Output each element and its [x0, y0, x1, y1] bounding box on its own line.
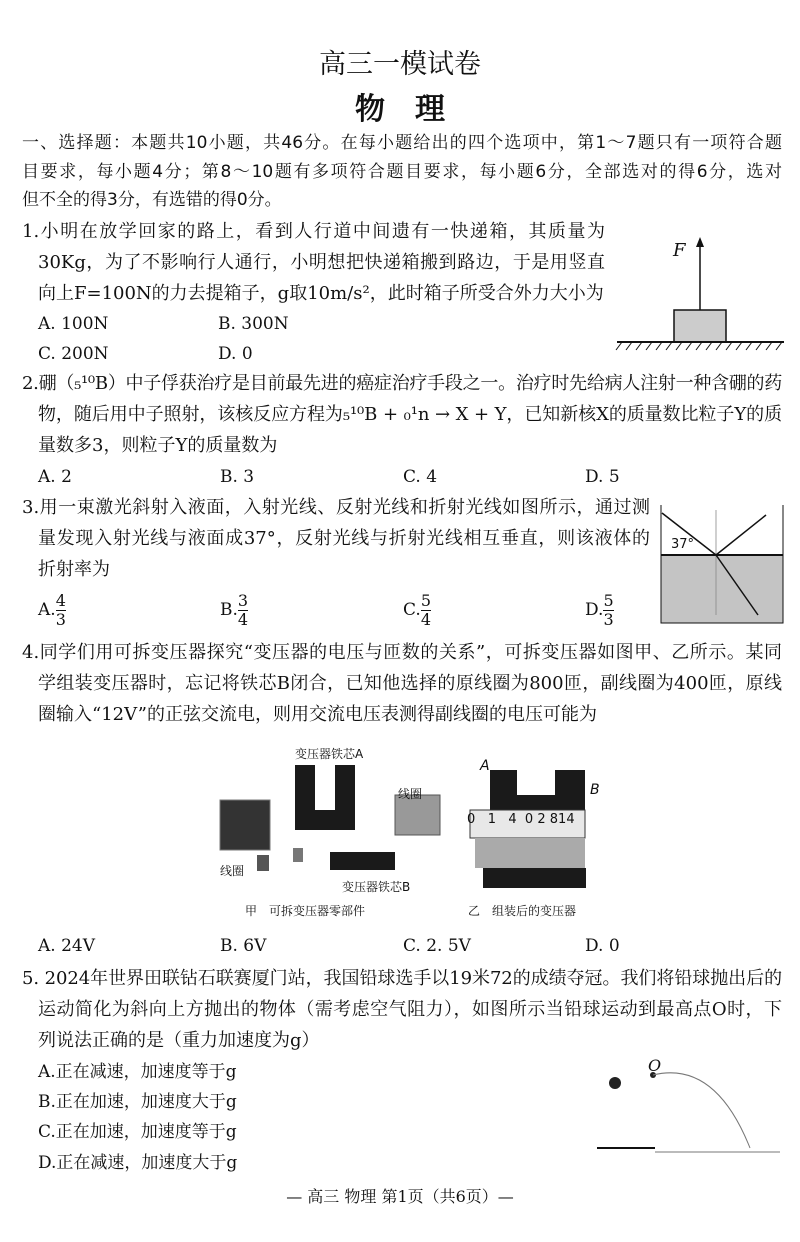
denominator: 4	[237, 610, 249, 629]
question-3-text: 3.用一束激光斜射入液面，入射光线、反射光线和折射光线如图所示，通过测	[22, 497, 650, 518]
fraction	[421, 592, 431, 629]
caption-jia: 甲 可拆变压器零部件	[245, 904, 366, 918]
q1-option-b[interactable]: B. 300N	[218, 314, 289, 334]
question-4-text: 学组装变压器时，忘记将铁芯B闭合，已知他选择的原线圈为800匝，副线圈为400匝，原线	[38, 673, 782, 694]
section-instructions: 一、选择题：本题共10小题，共46分。在每小题给出的四个选项中，第1～7题只有一项符合题	[22, 133, 782, 153]
q4-option-c[interactable]: C. 2. 5V	[403, 936, 471, 956]
q5-option-b[interactable]: B.正在加速，加速度大于g	[38, 1092, 237, 1112]
fraction	[603, 592, 613, 629]
q3-refraction-figure	[660, 505, 785, 625]
question-2-text: 2.硼（₅¹⁰B）中子俘获治疗是目前最先进的癌症治疗手段之一。治疗时先给病人注射一种含硼的药	[22, 373, 782, 394]
page-footer: — 高三 物理 第1页（共6页）—	[286, 1187, 514, 1206]
section-instructions: 目要求，每小题4分；第8～10题有多项符合题目要求，每小题6分，全部选对的得6分，选对	[22, 162, 782, 182]
label-a: A	[480, 758, 490, 774]
numerator: 3	[237, 591, 249, 610]
denominator: 3	[603, 610, 614, 629]
question-5-text: 5. 2024年世界田联钻石联赛厦门站，我国铅球选手以19米72的成绩夺冠。我们将铅球抛出后的	[22, 968, 782, 989]
numerator: 5	[603, 591, 614, 610]
question-2-text: 物，随后用中子照射，该核反应方程为₅¹⁰B + ₀¹n → X + Y，已知新核X的质量数比粒子Y的质	[38, 404, 782, 425]
question-2-text: 量数多3，则粒子Y的质量数为	[38, 435, 278, 456]
numerator: 4	[55, 591, 66, 610]
option-letter: A.	[38, 600, 56, 620]
option-letter: D.	[585, 600, 604, 620]
scale-mark: 8	[549, 812, 559, 827]
q1-option-d[interactable]: D. 0	[218, 344, 253, 364]
scale-mark: 1	[487, 812, 496, 827]
exam-title: 高三一模试卷	[319, 49, 481, 80]
q4-option-d[interactable]: D. 0	[585, 936, 620, 956]
label-b: B	[590, 782, 600, 798]
q4-option-b[interactable]: B. 6V	[220, 936, 267, 956]
q3-option-a[interactable]	[38, 592, 66, 629]
subject-title: 物 理	[355, 92, 445, 127]
q4-option-a[interactable]: A. 24V	[38, 936, 95, 956]
question-1-text: 30Kg，为了不影响行人通行，小明想把快递箱搬到路边，于是用竖直	[38, 252, 605, 273]
q1-box-force-figure	[612, 232, 792, 357]
q5-option-a[interactable]: A.正在减速，加速度等于g	[38, 1062, 237, 1082]
q2-option-b[interactable]: B. 3	[220, 467, 255, 487]
q3-option-d[interactable]	[585, 592, 614, 629]
highest-point-label: O	[648, 1056, 662, 1075]
core-b-label: 变压器铁芯B	[342, 880, 411, 894]
fraction	[56, 592, 66, 629]
denominator: 3	[55, 610, 66, 629]
force-label: F	[673, 240, 686, 261]
denominator: 4	[420, 610, 431, 629]
scale-mark: 4	[508, 812, 517, 827]
coil-label: 线圈	[220, 864, 245, 878]
q1-option-c[interactable]: C. 200N	[38, 344, 109, 364]
q4-transformer-figure	[205, 740, 625, 920]
turns-scale	[467, 812, 575, 827]
question-3-text: 量发现入射光线与液面成37°，反射光线与折射光线相互垂直，则该液体的	[38, 528, 650, 549]
question-3-text: 折射率为	[38, 559, 110, 580]
q2-option-d[interactable]: D. 5	[585, 467, 620, 487]
question-5-text: 列说法正确的是（重力加速度为g）	[38, 1030, 320, 1051]
caption-yi: 乙 组装后的变压器	[468, 904, 577, 918]
question-4-text: 圈输入“12V”的正弦交流电，则用交流电压表测得副线圈的电压可能为	[38, 704, 597, 725]
fraction	[238, 592, 248, 629]
scale-mark: 2	[537, 812, 546, 827]
core-a-label: 变压器铁芯A	[295, 747, 364, 761]
option-letter: B.	[220, 600, 238, 620]
scale-mark: 14	[558, 812, 575, 827]
coil-label: 线圈	[398, 787, 423, 801]
scale-mark: 0	[524, 812, 534, 827]
angle-label: 37°	[671, 537, 695, 552]
q5-option-c[interactable]: C.正在加速，加速度等于g	[38, 1122, 237, 1142]
numerator: 5	[420, 591, 431, 610]
q3-option-c[interactable]	[403, 592, 431, 629]
section-instructions: 但不全的得3分，有选错的得0分。	[22, 190, 282, 210]
option-letter: C.	[403, 600, 421, 620]
q2-option-a[interactable]: A. 2	[38, 467, 72, 487]
question-5-text: 运动简化为斜向上方抛出的物体（需考虑空气阻力），如图所示当铅球运动到最高点O时，下	[38, 999, 782, 1020]
scale-mark: 0	[467, 812, 476, 827]
q3-option-b[interactable]	[220, 592, 248, 629]
question-1-text: 1.小明在放学回家的路上，看到人行道中间遗有一快递箱，其质量为	[22, 221, 605, 242]
q5-option-d[interactable]: D.正在减速，加速度大于g	[38, 1153, 238, 1173]
question-1-text: 向上F=100N的力去提箱子，g取10m/s²，此时箱子所受合外力大小为	[38, 283, 604, 304]
question-4-text: 4.同学们用可拆变压器探究“变压器的电压与匝数的关系”，可拆变压器如图甲、乙所示。某同	[22, 642, 782, 663]
q5-trajectory-figure	[595, 1040, 785, 1155]
q2-option-c[interactable]: C. 4	[403, 467, 438, 487]
q1-option-a[interactable]: A. 100N	[38, 314, 109, 334]
